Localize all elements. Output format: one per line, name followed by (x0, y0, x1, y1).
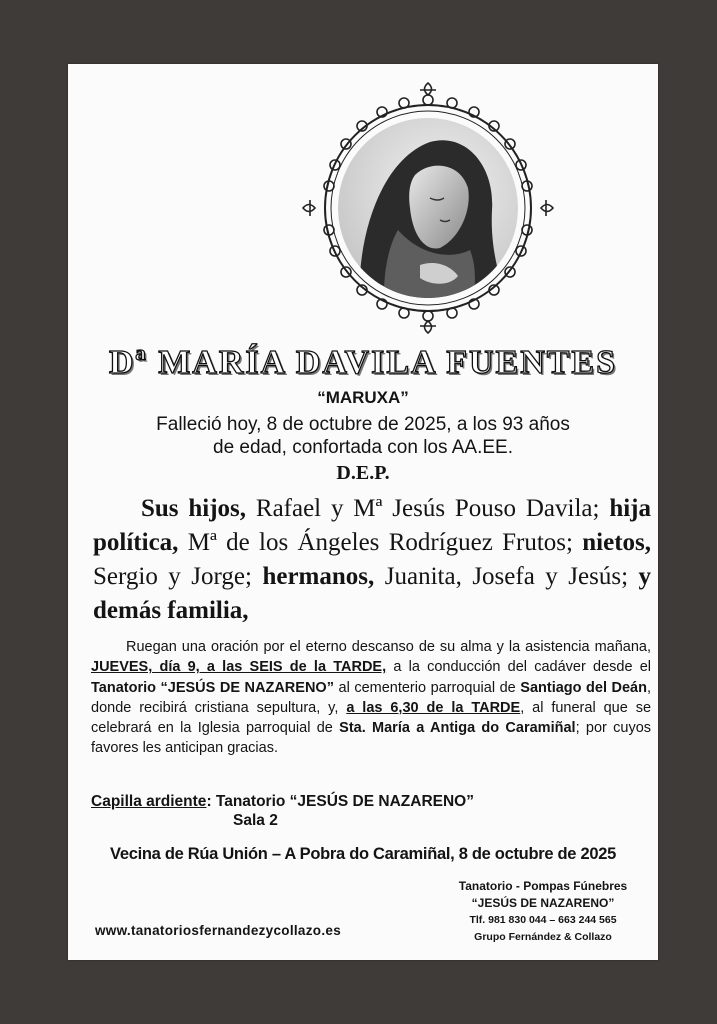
prayer-text-2: a la conducción del cadáver desde el (393, 659, 652, 676)
announcement-line-1: Falleció hoy, 8 de octubre de 2025, a los 93 años (156, 414, 570, 435)
prayer-text-4: , donde recibirá cristiana sepultura, y, (91, 679, 652, 716)
company-line-1: Tanatorio - Pompas Fúnebres (458, 879, 628, 893)
cemetery-name: Santiago del Deán (520, 679, 647, 696)
chapel-label: Capilla ardiente (91, 793, 207, 810)
daughter-in-law-name: Mª de los Ángeles Rodríguez Frutos; (187, 529, 573, 556)
residence-line: Vecina de Rúa Unión – A Pobra do Caramiñal, 8 de octubre de 2025 (110, 845, 616, 863)
death-announcement (108, 413, 618, 459)
other-family-label: y demás familia, (93, 563, 652, 624)
funeral-home-info (428, 878, 658, 946)
company-phones: Tlf. 981 830 044 – 663 244 565 (469, 914, 617, 926)
prayer-text-6: ; por cuyos favores les anticipan gracias. (91, 720, 652, 757)
deceased-nickname: “MARUXA” (317, 388, 409, 407)
prayer-request (91, 637, 651, 759)
burial-date-time: JUEVES, día 9, a las SEIS de la TARDE, (91, 659, 387, 676)
grandchildren-label: nietos, (582, 529, 652, 556)
chapel-place: : Tanatorio “JESÚS DE NAZARENO” (206, 793, 474, 810)
sons-label: Sus hijos, (141, 495, 247, 522)
prayer-text-3: al cementerio parroquial de (338, 679, 516, 696)
website-link[interactable]: www.tanatoriosfernandezycollazo.es (95, 923, 342, 938)
departure-place: Tanatorio “JESÚS DE NAZARENO” (91, 679, 334, 696)
grandchildren-names: Sergio y Jorge; (93, 563, 252, 590)
church-name: Sta. María a Antiga do Caramiñal (339, 720, 576, 737)
chapel-room: Sala 2 (233, 812, 278, 829)
siblings-label: hermanos, (262, 563, 375, 590)
daughter-in-law-label: hija política, (93, 495, 651, 556)
family-list (93, 492, 651, 628)
siblings-names: Juanita, Josefa y Jesús; (384, 563, 629, 590)
funeral-time: a las 6,30 de la TARDE (346, 699, 521, 716)
chapel-info (91, 791, 474, 812)
deceased-name: Dª MARÍA DAVILA FUENTES (108, 344, 618, 381)
dep-label: D.E.P. (336, 462, 390, 484)
prayer-text-5: , al funeral que se celebrará en la Iglesia parroquial de (91, 699, 652, 737)
company-line-2: “JESÚS DE NAZARENO” (471, 896, 615, 910)
company-group: Grupo Fernández & Collazo (474, 931, 612, 943)
obituary-notice (68, 64, 658, 960)
virgin-mary-portrait (300, 80, 556, 336)
sons-names: Rafael y Mª Jesús Pouso Davila; (255, 495, 600, 522)
prayer-text-1: Ruegan una oración por el eterno descanso de su alma y la asistencia mañana, (126, 639, 651, 655)
announcement-line-2: de edad, confortada con los AA.EE. (213, 437, 513, 458)
